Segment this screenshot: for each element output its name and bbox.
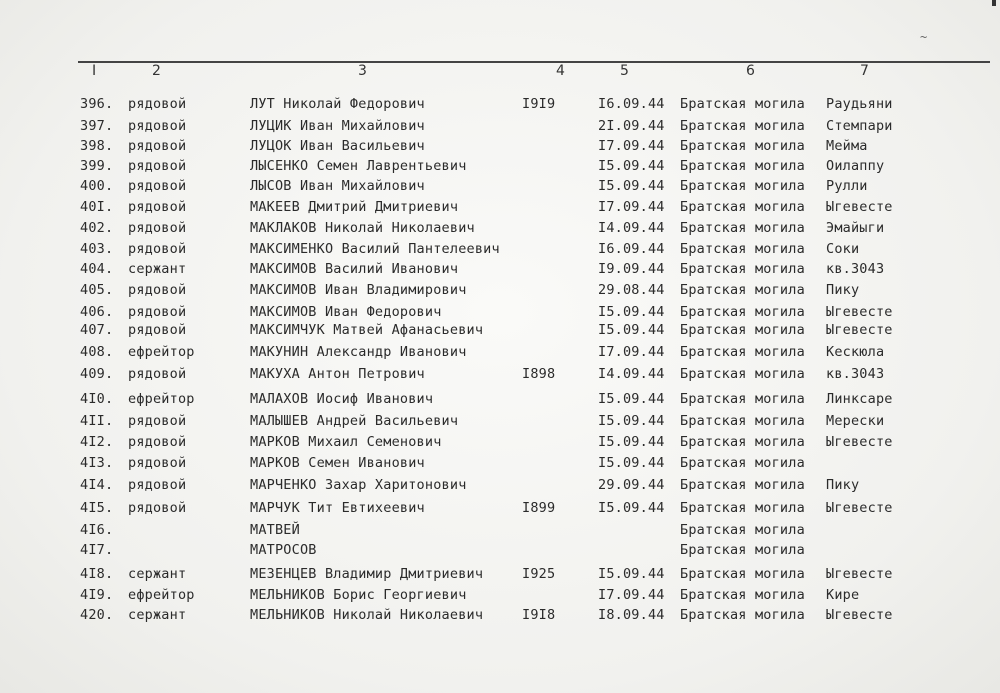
record-number: 398. <box>80 138 114 154</box>
rank: рядовой <box>128 158 187 174</box>
burial-place: Линксаре <box>826 391 893 407</box>
record-number: 420. <box>80 607 114 623</box>
column-number-4: 4 <box>556 63 565 79</box>
burial-place: Ыгевесте <box>826 607 893 623</box>
column-number-2: 2 <box>152 63 161 79</box>
burial-type: Братская могила <box>680 304 805 320</box>
rank: рядовой <box>128 455 187 471</box>
death-date: I5.09.44 <box>598 178 665 194</box>
table-row <box>0 366 1000 388</box>
burial-type: Братская могила <box>680 607 805 623</box>
burial-type: Братская могила <box>680 178 805 194</box>
table-row <box>0 322 1000 344</box>
burial-place: Рулли <box>826 178 868 194</box>
table-row <box>0 138 1000 160</box>
record-number: 4I3. <box>80 455 114 471</box>
burial-type: Братская могила <box>680 477 805 493</box>
rank: рядовой <box>128 282 187 298</box>
table-row <box>0 96 1000 118</box>
table-row <box>0 344 1000 366</box>
soldier-name: МАКСИМОВ Василий Иванович <box>250 261 459 277</box>
table-row <box>0 391 1000 413</box>
death-date: I5.09.44 <box>598 566 665 582</box>
burial-place: Кескюла <box>826 344 885 360</box>
death-date: I5.09.44 <box>598 158 665 174</box>
soldier-name: МАКСИМОВ Иван Владимирович <box>250 282 467 298</box>
rank: ефрейтор <box>128 391 195 407</box>
soldier-name: ЛЫСЕНКО Семен Лаврентьевич <box>250 158 467 174</box>
soldier-name: МЕЛЬНИКОВ Николай Николаевич <box>250 607 484 623</box>
record-number: 399. <box>80 158 114 174</box>
table-row <box>0 158 1000 180</box>
rank: рядовой <box>128 322 187 338</box>
soldier-name: МЕЛЬНИКОВ Борис Георгиевич <box>250 587 467 603</box>
death-date: I4.09.44 <box>598 366 665 382</box>
record-number: 400. <box>80 178 114 194</box>
soldier-name: МАРЧУК Тит Евтихеевич <box>250 500 425 516</box>
column-number-3: 3 <box>358 63 367 79</box>
death-date: I5.09.44 <box>598 304 665 320</box>
record-number: 405. <box>80 282 114 298</box>
record-number: 4I2. <box>80 434 114 450</box>
burial-place: Ыгевесте <box>826 199 893 215</box>
burial-type: Братская могила <box>680 366 805 382</box>
burial-type: Братская могила <box>680 96 805 112</box>
burial-type: Братская могила <box>680 344 805 360</box>
table-row <box>0 199 1000 221</box>
death-date: I7.09.44 <box>598 199 665 215</box>
soldier-name: МАКСИМОВ Иван Федорович <box>250 304 442 320</box>
burial-place: Оилаппу <box>826 158 885 174</box>
burial-type: Братская могила <box>680 434 805 450</box>
record-number: 4I5. <box>80 500 114 516</box>
soldier-name: МАКУХА Антон Петрович <box>250 366 425 382</box>
death-date: I6.09.44 <box>598 96 665 112</box>
death-date: I6.09.44 <box>598 241 665 257</box>
burial-type: Братская могила <box>680 391 805 407</box>
table-row <box>0 241 1000 263</box>
table-row <box>0 542 1000 564</box>
rank: рядовой <box>128 500 187 516</box>
record-number: 40I. <box>80 199 114 215</box>
table-row <box>0 261 1000 283</box>
death-date: I5.09.44 <box>598 391 665 407</box>
record-number: 409. <box>80 366 114 382</box>
death-date: I4.09.44 <box>598 220 665 236</box>
soldier-name: ЛУЦИК Иван Михайлович <box>250 118 425 134</box>
birth-year: I899 <box>522 500 556 516</box>
rank: рядовой <box>128 413 187 429</box>
burial-place: Ыгевесте <box>826 500 893 516</box>
death-date: I9.09.44 <box>598 261 665 277</box>
record-number: 4I0. <box>80 391 114 407</box>
record-number: 4I7. <box>80 542 114 558</box>
death-date: I5.09.44 <box>598 500 665 516</box>
record-number: 406. <box>80 304 114 320</box>
record-number: 4I9. <box>80 587 114 603</box>
column-number-5: 5 <box>620 63 629 79</box>
rank: ефрейтор <box>128 344 195 360</box>
record-number: 4II. <box>80 413 114 429</box>
death-date: 2I.09.44 <box>598 118 665 134</box>
soldier-name: МЕЗЕНЦЕВ Владимир Дмитриевич <box>250 566 484 582</box>
burial-place: Пику <box>826 477 860 493</box>
burial-type: Братская могила <box>680 282 805 298</box>
table-row <box>0 118 1000 140</box>
death-date: 29.08.44 <box>598 282 665 298</box>
table-row <box>0 434 1000 456</box>
rank: сержант <box>128 261 187 277</box>
death-date: I8.09.44 <box>598 607 665 623</box>
soldier-name: МАКСИМЕНКО Василий Пантелеевич <box>250 241 500 257</box>
soldier-name: МАЛЫШЕВ Андрей Васильевич <box>250 413 459 429</box>
record-number: 397. <box>80 118 114 134</box>
record-number: 407. <box>80 322 114 338</box>
birth-year: I9I8 <box>522 607 556 623</box>
burial-type: Братская могила <box>680 138 805 154</box>
burial-type: Братская могила <box>680 522 805 538</box>
rank: рядовой <box>128 241 187 257</box>
burial-type: Братская могила <box>680 413 805 429</box>
burial-place: Стемпари <box>826 118 893 134</box>
rank: рядовой <box>128 366 187 382</box>
soldier-name: ЛУЦОК Иван Васильевич <box>250 138 425 154</box>
soldier-name: МАЛАХОВ Иосиф Иванович <box>250 391 434 407</box>
rank: рядовой <box>128 118 187 134</box>
soldier-name: МАКЕЕВ Дмитрий Дмитриевич <box>250 199 459 215</box>
burial-place: кв.3043 <box>826 261 885 277</box>
soldier-name: ЛЫСОВ Иван Михайлович <box>250 178 425 194</box>
burial-type: Братская могила <box>680 261 805 277</box>
rank: рядовой <box>128 96 187 112</box>
burial-place: Ыгевесте <box>826 304 893 320</box>
burial-place: Соки <box>826 241 860 257</box>
burial-type: Братская могила <box>680 199 805 215</box>
header-rule <box>78 61 990 63</box>
birth-year: I925 <box>522 566 556 582</box>
rank: рядовой <box>128 199 187 215</box>
death-date: I5.09.44 <box>598 322 665 338</box>
burial-type: Братская могила <box>680 322 805 338</box>
top-right-mark: ~ <box>920 30 928 44</box>
table-row <box>0 455 1000 477</box>
burial-type: Братская могила <box>680 241 805 257</box>
burial-place: Кире <box>826 587 860 603</box>
table-row <box>0 500 1000 522</box>
soldier-name: МАТРОСОВ <box>250 542 317 558</box>
death-date: I7.09.44 <box>598 587 665 603</box>
rank: рядовой <box>128 304 187 320</box>
death-date: I5.09.44 <box>598 413 665 429</box>
burial-place: Пику <box>826 282 860 298</box>
death-date: 29.09.44 <box>598 477 665 493</box>
soldier-name: ЛУТ Николай Федорович <box>250 96 425 112</box>
table-row <box>0 566 1000 588</box>
rank: рядовой <box>128 477 187 493</box>
burial-type: Братская могила <box>680 566 805 582</box>
burial-type: Братская могила <box>680 220 805 236</box>
table-row <box>0 220 1000 242</box>
rank: сержант <box>128 607 187 623</box>
rank: ефрейтор <box>128 587 195 603</box>
rank: рядовой <box>128 138 187 154</box>
burial-place: Мейма <box>826 138 868 154</box>
table-row <box>0 282 1000 304</box>
record-number: 403. <box>80 241 114 257</box>
rank: сержант <box>128 566 187 582</box>
rank: рядовой <box>128 220 187 236</box>
record-number: 396. <box>80 96 114 112</box>
burial-place: Мерески <box>826 413 885 429</box>
birth-year: I9I9 <box>522 96 556 112</box>
death-date: I7.09.44 <box>598 344 665 360</box>
burial-type: Братская могила <box>680 542 805 558</box>
column-number-6: 6 <box>746 63 755 79</box>
table-row <box>0 477 1000 499</box>
burial-place: Ыгевесте <box>826 322 893 338</box>
soldier-name: МАРКОВ Семен Иванович <box>250 455 425 471</box>
death-date: I5.09.44 <box>598 455 665 471</box>
rank: рядовой <box>128 178 187 194</box>
table-row <box>0 587 1000 609</box>
record-number: 404. <box>80 261 114 277</box>
soldier-name: МАКСИМЧУК Матвей Афанасьевич <box>250 322 484 338</box>
column-number-1: I <box>92 63 97 79</box>
birth-year: I898 <box>522 366 556 382</box>
record-number: 402. <box>80 220 114 236</box>
soldier-name: МАКУНИН Александр Иванович <box>250 344 467 360</box>
soldier-name: МАТВЕЙ <box>250 522 300 538</box>
burial-type: Братская могила <box>680 118 805 134</box>
table-row <box>0 413 1000 435</box>
soldier-name: МАРКОВ Михаил Семенович <box>250 434 442 450</box>
soldier-name: МАРЧЕНКО Захар Харитонович <box>250 477 467 493</box>
death-date: I7.09.44 <box>598 138 665 154</box>
burial-place: Ыгевесте <box>826 434 893 450</box>
soldier-name: МАКЛАКОВ Николай Николаевич <box>250 220 475 236</box>
burial-type: Братская могила <box>680 158 805 174</box>
record-number: 4I4. <box>80 477 114 493</box>
record-number: 408. <box>80 344 114 360</box>
column-number-7: 7 <box>860 63 869 79</box>
table-row <box>0 607 1000 629</box>
burial-place: кв.3043 <box>826 366 885 382</box>
burial-type: Братская могила <box>680 587 805 603</box>
corner-mark <box>992 0 996 6</box>
burial-type: Братская могила <box>680 500 805 516</box>
table-row <box>0 522 1000 544</box>
rank: рядовой <box>128 434 187 450</box>
burial-type: Братская могила <box>680 455 805 471</box>
burial-place: Эмайыги <box>826 220 885 236</box>
burial-place: Раудьяни <box>826 96 893 112</box>
death-date: I5.09.44 <box>598 434 665 450</box>
table-row <box>0 178 1000 200</box>
record-number: 4I6. <box>80 522 114 538</box>
record-number: 4I8. <box>80 566 114 582</box>
burial-place: Ыгевесте <box>826 566 893 582</box>
